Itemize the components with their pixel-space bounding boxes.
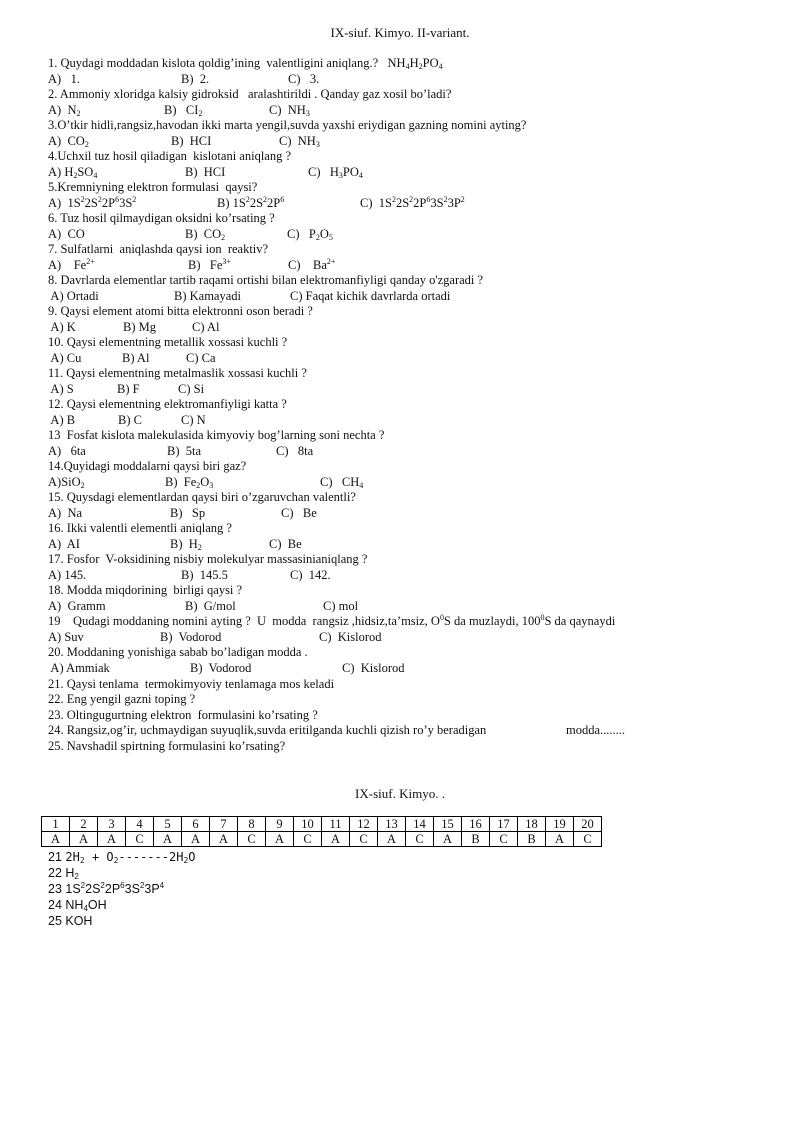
answer-24: 24 $NH_4OH$	[48, 898, 107, 913]
answer-number-cell: 2	[70, 817, 98, 832]
answer-letter-cell: C	[350, 832, 378, 847]
option-19a: A) Suv	[48, 630, 84, 644]
option-3b: B) HCI	[171, 134, 212, 148]
answer-number-cell: 8	[238, 817, 266, 832]
option-2a: A) $N_2$	[48, 103, 81, 118]
answer-number-cell: 5	[154, 817, 182, 832]
option-4b: B) HCI	[185, 165, 226, 179]
answer-letter-cell: A	[182, 832, 210, 847]
option-3c: C) $NH_3$	[279, 134, 320, 149]
question-5: 5.Kremniyning elektron formulasi qaysi?	[48, 180, 258, 194]
option-14c: C) $CH_4$	[320, 475, 364, 490]
option-9c: C) Al	[192, 320, 220, 334]
answer-letter-cell: A	[378, 832, 406, 847]
question-21: 21. Qaysi tenlama termokimyoviy tenlamaga mos keladi	[48, 677, 335, 691]
answer-letters-row	[42, 832, 602, 847]
answer-letter-cell: C	[574, 832, 602, 847]
question-6: 6. Tuz hosil qilmaydigan oksidni ko’rsating ?	[48, 211, 275, 225]
option-16b: B) $H_2$	[170, 537, 202, 552]
answer-letter-cell: A	[42, 832, 70, 847]
answer-number-cell: 10	[294, 817, 322, 832]
option-8a: A) Ortadi	[48, 289, 99, 303]
option-17b: B) 145.5	[181, 568, 228, 582]
answer-letter-cell: A	[70, 832, 98, 847]
option-15a: A) Na	[48, 506, 83, 520]
option-7a: A) $Fe^{2+}$	[48, 257, 95, 272]
option-18a: A) Gramm	[48, 599, 106, 613]
option-20a: A) Ammiak	[48, 661, 110, 675]
option-12b: B) C	[118, 413, 142, 427]
answer-letter-cell: B	[518, 832, 546, 847]
answer-number-cell: 4	[126, 817, 154, 832]
question-24-tail: modda........	[566, 723, 626, 737]
question-4: 4.Uchxil tuz hosil qiladigan kislotani aniqlang ?	[48, 149, 292, 163]
question-7: 7. Sulfatlarni aniqlashda qaysi ion reaktiv?	[48, 242, 269, 256]
answer-22: 22 $H_2$	[48, 866, 79, 881]
answer-number-cell: 7	[210, 817, 238, 832]
answer-number-cell: 19	[546, 817, 574, 832]
option-15b: B) Sp	[170, 506, 206, 520]
question-24: 24. Rangsiz,og’ir, uchmaydigan suyuqlik,suvda eritilganda kuchli qizish ro’y beradigan	[48, 723, 487, 737]
option-18c: C) mol	[323, 599, 359, 613]
option-6a: A) CO	[48, 227, 85, 241]
answer-number-cell: 20	[574, 817, 602, 832]
option-10c: C) Ca	[186, 351, 216, 365]
answer-letter-cell: A	[210, 832, 238, 847]
option-19c: C) Kislorod	[319, 630, 382, 644]
option-7c: C) $Ba^{2+}$	[288, 257, 336, 272]
answer-key-table	[41, 816, 602, 847]
answer-letter-cell: A	[434, 832, 462, 847]
option-19b: B) Vodorod	[160, 630, 222, 644]
option-11c: C) Si	[178, 382, 205, 396]
answer-letter-cell: C	[126, 832, 154, 847]
answer-letter-cell: A	[98, 832, 126, 847]
page-title: IX-siuf. Kimyo. II-variant.	[330, 25, 470, 40]
option-14b: B) $Fe_2O_3$	[165, 475, 214, 490]
question-2: 2. Ammoniy xloridga kalsiy gidroksid aralashtirildi . Qanday gaz xosil bo’ladi?	[48, 87, 452, 101]
option-8c: C) Faqat kichik davrlarda ortadi	[290, 289, 451, 303]
option-5a: A) $1S^22S^22P^63S^2$	[48, 195, 137, 210]
option-1a: A) 1.	[48, 72, 80, 86]
answer-number-cell: 14	[406, 817, 434, 832]
option-12c: C) N	[181, 413, 206, 427]
question-3: 3.O’tkir hidli,rangsiz,havodan ikki marta yengil,suvda yaxshi eriydigan gazning nomini ayting?	[48, 118, 527, 132]
answer-letter-cell: A	[322, 832, 350, 847]
answer-number-cell: 9	[266, 817, 294, 832]
option-16c: C) Be	[269, 537, 302, 551]
option-6b: B) $CO_2$	[185, 227, 226, 242]
answer-key-title: IX-siuf. Kimyo. .	[355, 786, 445, 801]
answer-number-cell: 6	[182, 817, 210, 832]
option-4c: C) $H_3PO_4$	[308, 165, 363, 180]
question-1: 1. Quydagi moddadan kislota qoldig’ining valentligini aniqlang.? $NH_4H_2PO_4$	[48, 56, 443, 71]
option-4a: A) $H_2SO_4$	[48, 165, 98, 180]
answer-letter-cell: C	[490, 832, 518, 847]
option-15c: C) Be	[281, 506, 317, 520]
question-15: 15. Quysdagi elementlardan qaysi biri o’zgaruvchan valentli?	[48, 490, 356, 504]
option-9a: A) K	[48, 320, 76, 334]
option-10b: B) Al	[122, 351, 150, 365]
answer-number-cell: 1	[42, 817, 70, 832]
question-22: 22. Eng yengil gazni toping ?	[48, 692, 196, 706]
answer-number-cell: 11	[322, 817, 350, 832]
answer-letter-cell: C	[294, 832, 322, 847]
option-14a: A)SiO$_2$	[48, 475, 85, 490]
answer-number-cell: 15	[434, 817, 462, 832]
answer-letter-cell: A	[546, 832, 574, 847]
option-6c: C) $P_2O_5$	[287, 227, 333, 242]
option-13a: A) 6ta	[48, 444, 86, 458]
question-8: 8. Davrlarda elementlar tartib raqami ortishi bilan elektromanfiyligi qanday o'zgaradi ?	[48, 273, 484, 287]
answer-number-cell: 12	[350, 817, 378, 832]
option-1b: B) 2.	[181, 72, 210, 86]
question-19: 19 Qudagi moddaning nomini ayting ? U modda rangsiz ,hidsiz,ta’msiz, $O^0S$ da muzlaydi, $100^0S$ da qaynaydi	[48, 613, 616, 628]
option-13c: C) 8ta	[276, 444, 314, 458]
question-9: 9. Qaysi element atomi bitta elektronni oson beradi ?	[48, 304, 313, 318]
answer-letter-cell: C	[238, 832, 266, 847]
answer-number-cell: 13	[378, 817, 406, 832]
answer-number-cell: 3	[98, 817, 126, 832]
question-12: 12. Qaysi elementning elektromanfiyligi katta ?	[48, 397, 287, 411]
option-13b: B) 5ta	[167, 444, 202, 458]
answer-number-cell: 18	[518, 817, 546, 832]
question-17: 17. Fosfor V-oksidining nisbiy molekulyar massasinianiqlang ?	[48, 552, 368, 566]
question-10: 10. Qaysi elementning metallik xossasi kuchli ?	[48, 335, 288, 349]
answer-number-cell: 16	[462, 817, 490, 832]
option-18b: B) G/mol	[185, 599, 236, 613]
answer-number-cell: 17	[490, 817, 518, 832]
option-17a: A) 145.	[48, 568, 87, 582]
option-2b: B) $CI_2$	[164, 103, 203, 118]
option-9b: B) Mg	[123, 320, 156, 334]
option-11b: B) F	[117, 382, 140, 396]
option-11a: A) S	[48, 382, 74, 396]
option-20b: B) Vodorod	[190, 661, 252, 675]
option-10a: A) Cu	[48, 351, 82, 365]
option-12a: A) B	[48, 413, 76, 427]
question-13: 13 Fosfat kislota malekulasida kimyoviy bog’larning soni nechta ?	[48, 428, 385, 442]
option-5b: B) $1S^22S^22P^6$	[217, 195, 285, 210]
question-25: 25. Navshadil spirtning formulasini ko’rsating?	[48, 739, 286, 753]
answer-letter-cell: A	[266, 832, 294, 847]
option-1c: C) 3.	[288, 72, 320, 86]
option-8b: B) Kamayadi	[174, 289, 241, 303]
option-3a: A) $CO_2$	[48, 134, 89, 149]
option-17c: C) 142.	[290, 568, 331, 582]
option-7b: B) $Fe^{3+}$	[188, 257, 231, 272]
question-20: 20. Moddaning yonishiga sabab bo’ladigan modda .	[48, 645, 308, 659]
question-23: 23. Oltingugurtning elektron formulasini ko’rsating ?	[48, 708, 318, 722]
answer-25: 25 KOH	[48, 914, 93, 928]
answer-numbers-row	[42, 817, 602, 832]
option-20c: C) Kislorod	[342, 661, 405, 675]
answer-23: 23 $1S^22S^22P^63S^23P^4$	[48, 881, 165, 896]
option-5c: C) $1S^22S^22P^63S^23P^2$	[360, 195, 465, 210]
answer-letter-cell: A	[154, 832, 182, 847]
question-14: 14.Quyidagi moddalarni qaysi biri gaz?	[48, 459, 247, 473]
answer-21: 21 $2H_2 + O_2-------2H_2O$	[48, 850, 196, 865]
option-2c: C) $NH_3$	[269, 103, 310, 118]
question-11: 11. Qaysi elementning metalmaslik xossasi kuchli ?	[48, 366, 307, 380]
option-16a: A) AI	[48, 537, 80, 551]
answer-letter-cell: B	[462, 832, 490, 847]
question-16: 16. Ikki valentli elementli aniqlang ?	[48, 521, 232, 535]
answer-letter-cell: C	[406, 832, 434, 847]
question-18: 18. Modda miqdorining birligi qaysi ?	[48, 583, 243, 597]
